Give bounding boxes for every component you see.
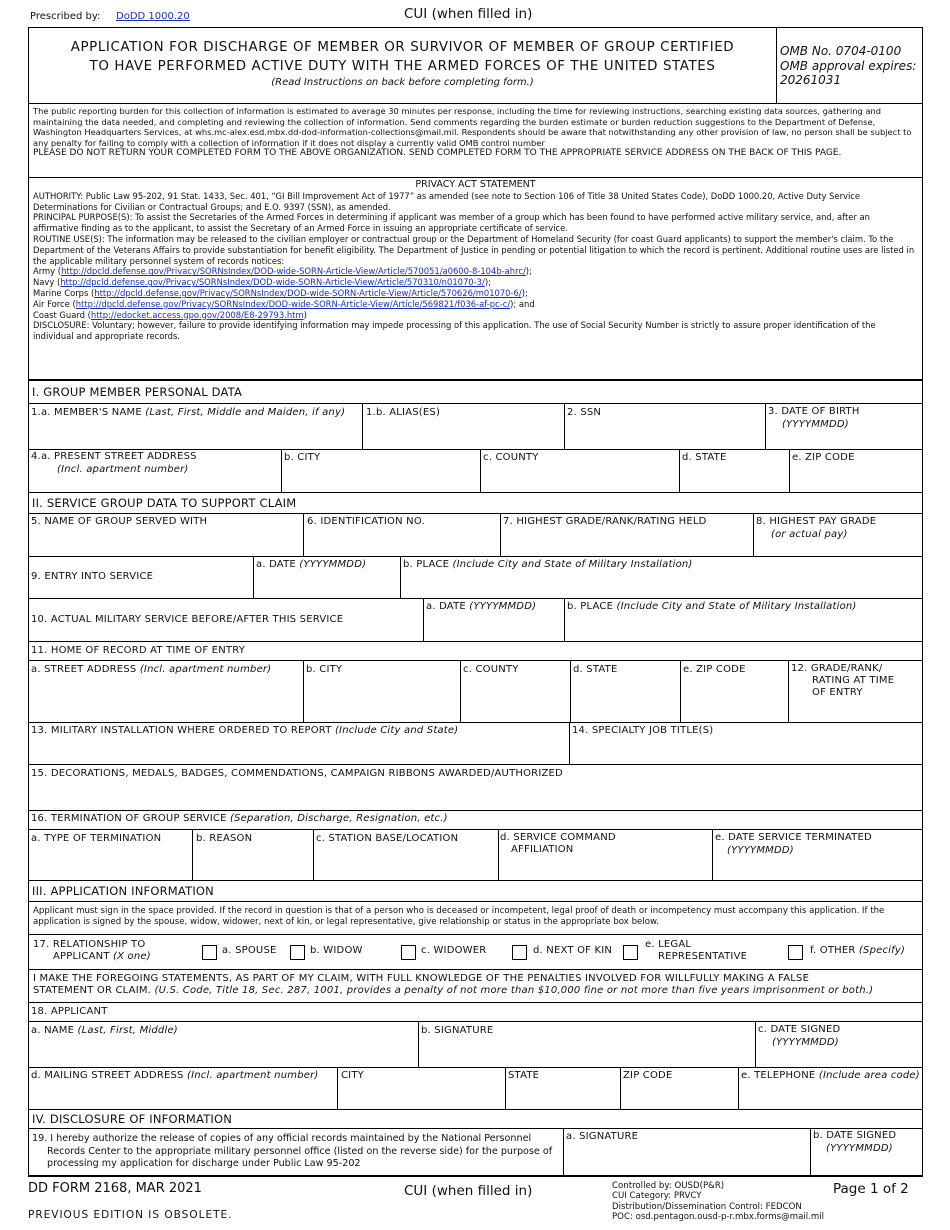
field-16e-hint: (YYYYMMDD) <box>727 845 794 856</box>
field-4a-label: 4.a. PRESENT STREET ADDRESS <box>31 451 197 462</box>
applicant-date-field[interactable] <box>757 1050 920 1066</box>
present-address-field[interactable] <box>30 476 279 491</box>
field-18-label: 18. APPLICANT <box>31 1006 108 1017</box>
field-16b-label: b. REASON <box>196 833 253 844</box>
mailing-state-label: STATE <box>508 1070 540 1081</box>
field-2-label: 2. SSN <box>567 407 602 418</box>
cui-top: CUI (when filled in) <box>404 6 533 22</box>
widow-checkbox[interactable] <box>290 945 305 960</box>
field-16e-label: e. DATE SERVICE TERMINATED <box>715 832 872 843</box>
termination-reason-field[interactable] <box>194 847 311 879</box>
field-16a-label: a. TYPE OF TERMINATION <box>31 833 162 844</box>
widower-label: c. WIDOWER <box>421 945 487 956</box>
field-1b-label: 1.b. ALIAS(ES) <box>366 407 441 418</box>
field-11e-label: e. ZIP CODE <box>683 664 746 675</box>
telephone-field[interactable] <box>740 1084 920 1108</box>
actual-service-place-field[interactable] <box>566 614 920 640</box>
home-street-field[interactable] <box>30 678 301 721</box>
actual-service-date-field[interactable] <box>425 614 562 640</box>
other-label: f. OTHER (Specify) <box>810 945 906 956</box>
alias-field[interactable] <box>364 420 562 448</box>
control-block: Controlled by: OUSD(P&R) CUI Category: PRVCY Distribution/Dissemination Control: FEDCON POC: osd.pentagon.ousd-p-r.mbx.forms@mail.mil <box>612 1181 825 1222</box>
home-zip-field[interactable] <box>682 678 786 721</box>
field-18d-label: d. MAILING STREET ADDRESS (Incl. apartment number) <box>31 1070 319 1081</box>
military-installation-field[interactable] <box>30 739 567 763</box>
penalty-statement: I MAKE THE FOREGOING STATEMENTS, AS PART OF MY CLAIM, WITH FULL KNOWLEDGE OF THE PENALTIES INVOLVED FOR WILLFULLY MAKING A FALSE STATEMENT OR CLAIM. (U.S. Code, Title 18, Sec. 287, 1001, provides a penalty of not more than $10,000 fine or not more than five years imprisonment or both.) <box>33 973 874 996</box>
field-7-label: 7. HIGHEST GRADE/RANK/RATING HELD <box>503 516 707 527</box>
disclosure-date-field[interactable] <box>812 1156 920 1173</box>
marine-sorn-link[interactable]: http://dpcld.defense.gov/Privacy/SORNsIndex/DOD-wide-SORN-Article-View/Article/570626/m01070-6/ <box>94 287 522 298</box>
present-state-field[interactable] <box>681 465 787 491</box>
home-state-field[interactable] <box>572 678 678 721</box>
field-3-hint: (YYYYMMDD) <box>782 419 849 430</box>
entry-date-field[interactable] <box>255 572 398 597</box>
section-1-heading: I. GROUP MEMBER PERSONAL DATA <box>32 385 243 399</box>
mailing-city-label: CITY <box>341 1070 364 1081</box>
home-county-field[interactable] <box>462 678 568 721</box>
field-19b-hint: (YYYYMMDD) <box>826 1143 893 1154</box>
page-number: Page 1 of 2 <box>833 1181 909 1197</box>
field-10b-label: b. PLACE (Include City and State of Military Installation) <box>567 601 857 612</box>
legal-representative-checkbox[interactable] <box>623 945 638 960</box>
mailing-zip-label: ZIP CODE <box>623 1070 673 1081</box>
field-4b-label: b. CITY <box>284 452 321 463</box>
field-18e-label: e. TELEPHONE (Include area code) <box>741 1070 920 1081</box>
navy-sorn-link[interactable]: http://dpcld.defense.gov/Privacy/SORNsIndex/DOD-wide-SORN-Article-View/Article/570310/n01070-3/ <box>60 277 485 288</box>
field-18a-label: a. NAME (Last, First, Middle) <box>31 1025 178 1036</box>
field-19-authorization: 19. I hereby authorize the release of copies of any official records maintained by the National Personnel Records Center to the appropriate military personnel office (listed on the reverse side) for the purpose of processing my application for discharge under Public Law 95-202 <box>32 1133 553 1169</box>
form-title: APPLICATION FOR DISCHARGE OF MEMBER OR SURVIVOR OF MEMBER OF GROUP CERTIFIED TO HAVE PERFORMED ACTIVE DUTY WITH THE ARMED FORCES OF THE UNITED STATES <box>70 40 735 74</box>
legal-representative-label: e. LEGAL REPRESENTATIVE <box>645 939 748 962</box>
burden-statement: The public reporting burden for this collection of information is estimated to average 30 minutes per response, including the time for reviewing instructions, searching existing data sources, gathering and maintaining the data needed, and completing and reviewing the collection of information. Send comments regarding the burden estimate or burden reduction suggestions to the Department of Defense, Washington Headquarters Services, at whs.mc-alex.esd.mbx.dd-dod-information-collections@mail.mil. Respondents should be aware that notwithstanding any other provision of law, no person shall be subject to any penalty for failing to comply with a collection of information if it does not display a currently valid OMB control number PLEASE DO NOT RETURN YOUR COMPLETED FORM TO THE ABOVE ORGANIZATION. SEND COMPLETED FORM TO THE APPROPRIATE SERVICE ADDRESS ON THE BACK OF THIS PAGE. <box>33 106 912 159</box>
field-11a-label: a. STREET ADDRESS (Incl. apartment number) <box>31 664 272 675</box>
mailing-address-field[interactable] <box>30 1084 335 1108</box>
privacy-act-statement: PRIVACY ACT STATEMENT AUTHORITY: Public Law 95-202, 91 Stat. 1433, Sec. 401, “GI Bill Improvement Act of 1977” as amended (see note to Section 106 of Title 38 United States Code), DoDD 1000.20, Active Duty Service Determinations for Civilian or Contractual Groups; and E.O. 9397 (SSN), as amended. PRINCIPAL PURPOSE(S): To assist the Secretaries of the Armed Forces in determining if applicant was member of a group which has been found to have performed active military service, and, after an affirmative finding as to the applicant, to assist the Secretary of an Armed Force in issuing an appropriate certificate of service. ROUTINE USE(S): The information may be released to the civilian employer or contractual group or the Department of Homeland Security (for coast Guard applicants) to support the member's claim. To the Department of the Veterans Affairs to provide substantiation for benefit eligibility. The Department of Justice in pending or potential litigation to which the record is pertinent. Additional routine uses are listed in the applicable military personnel system of records notices: Army (http://dpcld.defense.gov/Privacy/SORNsIndex/DOD-wide-SORN-Article-View/Article/570051/a0600-8-104b-ahrc/); Navy (http://dpcld.defense.gov/Privacy/SORNsIndex/DOD-wide-SORN-Article-View/Article/570310/n01070-3/); Marine Corps (http://dpcld.defense.gov/Privacy/SORNsIndex/DOD-wide-SORN-Article-View/Article/570626/m01070-6/); Air Force (http://dpcld.defense.gov/Privacy/SORNsIndex/DOD-wide-SORN-Article-View/Article/569821/f036-af-pc-c/); and Coast Guard (http://edocket.access.gpo.gov/2008/E8-29793.htm) DISCLOSURE: Voluntary; however, failure to provide identifying information may impede processing of this application. The use of Social Security Number is strictly to assure proper identification of the individual and appropriate records. <box>33 180 918 342</box>
mailing-state-field[interactable] <box>507 1084 618 1108</box>
field-9b-label: b. PLACE (Include City and State of Military Installation) <box>403 559 693 570</box>
prescribed-by-label: Prescribed by: <box>30 11 101 22</box>
field-11-label: 11. HOME OF RECORD AT TIME OF ENTRY <box>31 645 246 656</box>
spouse-checkbox[interactable] <box>202 945 217 960</box>
present-city-field[interactable] <box>283 465 478 491</box>
group-name-field[interactable] <box>30 530 301 555</box>
widow-label: b. WIDOW <box>310 945 363 956</box>
field-19a-label: a. SIGNATURE <box>566 1131 639 1142</box>
field-8-label: 8. HIGHEST PAY GRADE <box>756 516 877 527</box>
form-id: DD FORM 2168, MAR 2021 <box>28 1181 202 1196</box>
field-14-label: 14. SPECIALTY JOB TITLE(S) <box>572 725 714 736</box>
section-2-heading: II. SERVICE GROUP DATA TO SUPPORT CLAIM <box>32 496 297 510</box>
coastguard-sorn-link[interactable]: http://edocket.access.gpo.gov/2008/E8-29793.htm <box>90 309 304 320</box>
highest-pay-grade-field[interactable] <box>755 542 920 555</box>
field-9a-label: a. DATE (YYYYMMDD) <box>256 559 367 570</box>
field-18c-hint: (YYYYMMDD) <box>772 1037 839 1048</box>
obsolete-notice: PREVIOUS EDITION IS OBSOLETE. <box>28 1209 233 1221</box>
field-4e-label: e. ZIP CODE <box>792 452 855 463</box>
field-11c-label: c. COUNTY <box>463 664 519 675</box>
applicant-name-field[interactable] <box>30 1039 416 1066</box>
field-4c-label: c. COUNTY <box>483 452 539 463</box>
mailing-city-field[interactable] <box>339 1084 503 1108</box>
field-16c-label: c. STATION BASE/LOCATION <box>316 833 459 844</box>
field-1a-label: 1.a. MEMBER'S NAME (Last, First, Middle and Maiden, if any) <box>31 407 346 418</box>
field-18c-label: c. DATE SIGNED <box>758 1024 841 1035</box>
field-4d-label: d. STATE <box>682 452 727 463</box>
widower-checkbox[interactable] <box>401 945 416 960</box>
privacy-heading: PRIVACY ACT STATEMENT <box>415 179 536 190</box>
member-name-field[interactable] <box>30 420 360 448</box>
specialty-job-field[interactable] <box>571 739 920 763</box>
date-of-birth-field[interactable] <box>767 432 920 448</box>
other-checkbox[interactable] <box>788 945 803 960</box>
field-11b-label: b. CITY <box>306 664 343 675</box>
airforce-sorn-link[interactable]: http://dpcld.defense.gov/Privacy/SORNsIndex/DOD-wide-SORN-Article-View/Article/569821/f036-af-pc-c/ <box>75 298 511 309</box>
form-subtitle: (Read Instructions on back before completing form.) <box>271 77 534 88</box>
field-16-label: 16. TERMINATION OF GROUP SERVICE (Separation, Discharge, Resignation, etc.) <box>31 813 448 824</box>
mailing-zip-field[interactable] <box>622 1084 736 1108</box>
field-4a-hint: (Incl. apartment number) <box>57 464 189 475</box>
service-command-field[interactable] <box>500 858 710 879</box>
next-of-kin-checkbox[interactable] <box>512 945 527 960</box>
field-5-label: 5. NAME OF GROUP SERVED WITH <box>31 516 208 527</box>
field-15-label: 15. DECORATIONS, MEDALS, BADGES, COMMENDATIONS, CAMPAIGN RIBBONS AWARDED/AUTHORIZED <box>31 768 563 779</box>
present-zip-field[interactable] <box>791 465 920 491</box>
army-sorn-link[interactable]: http://dpcld.defense.gov/Privacy/SORNsIndex/DOD-wide-SORN-Article-View/Article/570051/a0600-8-104b-ahrc/ <box>61 266 526 277</box>
field-19b-label: b. DATE SIGNED <box>813 1130 897 1141</box>
omb-block: OMB No. 0704-0100 OMB approval expires: 20261031 <box>780 44 917 87</box>
entry-place-field[interactable] <box>402 572 920 597</box>
field-16d-label: d. SERVICE COMMAND AFFILIATION <box>500 832 616 855</box>
section-4-heading: IV. DISCLOSURE OF INFORMATION <box>32 1112 233 1126</box>
termination-type-field[interactable] <box>30 847 190 879</box>
field-10-label: 10. ACTUAL MILITARY SERVICE BEFORE/AFTER THIS SERVICE <box>31 614 344 625</box>
field-9-label: 9. ENTRY INTO SERVICE <box>31 571 154 582</box>
termination-date-field[interactable] <box>714 858 920 879</box>
highest-grade-field[interactable] <box>502 530 751 555</box>
spouse-label: a. SPOUSE <box>222 945 277 956</box>
prescribed-by-link[interactable]: DoDD 1000.20 <box>116 11 190 22</box>
ssn-field[interactable] <box>566 420 764 448</box>
application-instructions: Applicant must sign in the space provided. If the record in question is that of a person who is deceased or incompetent, legal proof of death or incompetency must accompany this application. If the application is signed by the spouse, widow, widower, next of kin, or legal representative, give relationship or status in the appropriate box below. <box>33 906 885 927</box>
field-13-label: 13. MILITARY INSTALLATION WHERE ORDERED TO REPORT (Include City and State) <box>31 725 459 736</box>
field-17-label: 17. RELATIONSHIP TO APPLICANT (X one) <box>33 939 151 962</box>
present-county-field[interactable] <box>482 465 677 491</box>
field-3-label: 3. DATE OF BIRTH <box>768 406 860 417</box>
field-12-label: 12. GRADE/RANK/ RATING AT TIME OF ENTRY <box>791 663 895 698</box>
next-of-kin-label: d. NEXT OF KIN <box>533 945 613 956</box>
field-10a-label: a. DATE (YYYYMMDD) <box>426 601 537 612</box>
applicant-signature-field[interactable] <box>420 1039 753 1066</box>
section-3-heading: III. APPLICATION INFORMATION <box>32 884 214 898</box>
station-location-field[interactable] <box>315 847 496 879</box>
field-8-hint: (or actual pay) <box>771 529 848 540</box>
field-18b-label: b. SIGNATURE <box>421 1025 494 1036</box>
disclosure-signature-field[interactable] <box>565 1145 808 1173</box>
home-city-field[interactable] <box>305 678 458 721</box>
identification-no-field[interactable] <box>305 530 498 555</box>
decorations-field[interactable] <box>30 782 920 809</box>
field-11d-label: d. STATE <box>573 664 618 675</box>
field-6-label: 6. IDENTIFICATION NO. <box>307 516 425 527</box>
cui-bottom: CUI (when filled in) <box>404 1183 533 1199</box>
